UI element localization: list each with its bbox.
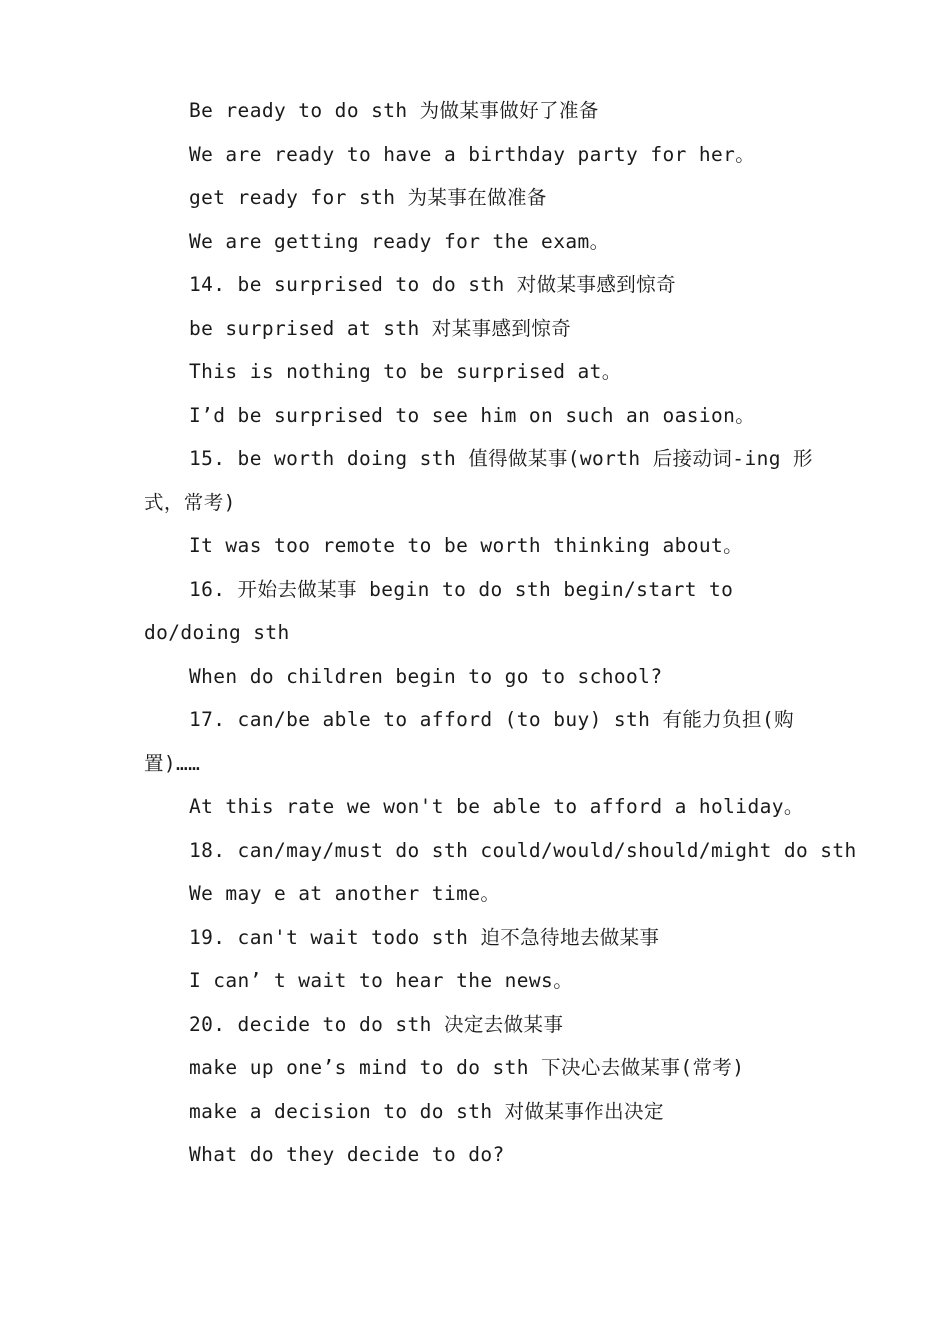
document-body: [144, 89, 857, 1177]
text-line: What do they decide to do?: [189, 1143, 505, 1166]
text-line: 14. be surprised to do sth 对做某事感到惊奇: [189, 273, 676, 296]
text-line: 15. be worth doing sth 值得做某事(worth 后接动词-ing 形: [189, 447, 813, 470]
text-line: 16. 开始去做某事 begin to do sth begin/start to: [189, 577, 734, 601]
text-line: We may e at another time。: [189, 882, 501, 905]
text-line: be surprised at sth 对某事感到惊奇: [189, 316, 572, 340]
text-line: Be ready to do sth 为做某事做好了准备: [189, 99, 599, 122]
text-line: It was too remote to be worth thinking about。: [189, 534, 744, 557]
text-line: get ready for sth 为某事在做准备: [189, 186, 547, 209]
text-line: I can’ t wait to hear the news。: [189, 969, 574, 992]
text-line-continuation: do/doing sth: [144, 621, 290, 644]
text-line-continuation: 置)……: [144, 751, 201, 775]
text-line: We are ready to have a birthday party for her。: [189, 142, 756, 166]
text-line: make up one’s mind to do sth 下决心去做某事(常考): [189, 1056, 745, 1079]
text-line: 17. can/be able to afford (to buy) sth 有能力负担(购: [189, 708, 794, 731]
text-line: This is nothing to be surprised at。: [189, 360, 622, 383]
text-line: I’d be surprised to see him on such an oasion。: [189, 403, 756, 427]
text-line: We are getting ready for the exam。: [189, 229, 610, 253]
text-line-continuation: 式，常考): [144, 490, 236, 514]
text-line: make a decision to do sth 对做某事作出决定: [189, 1099, 664, 1123]
text-line: When do children begin to go to school?: [189, 664, 663, 688]
text-line: 18. can/may/must do sth could/would/should/might do sth: [189, 838, 857, 862]
text-line: 19. can't wait todo sth 迫不急待地去做某事: [189, 925, 660, 949]
text-line: 20. decide to do sth 决定去做某事: [189, 1012, 564, 1036]
text-line: At this rate we won't be able to afford a holiday。: [189, 795, 804, 818]
